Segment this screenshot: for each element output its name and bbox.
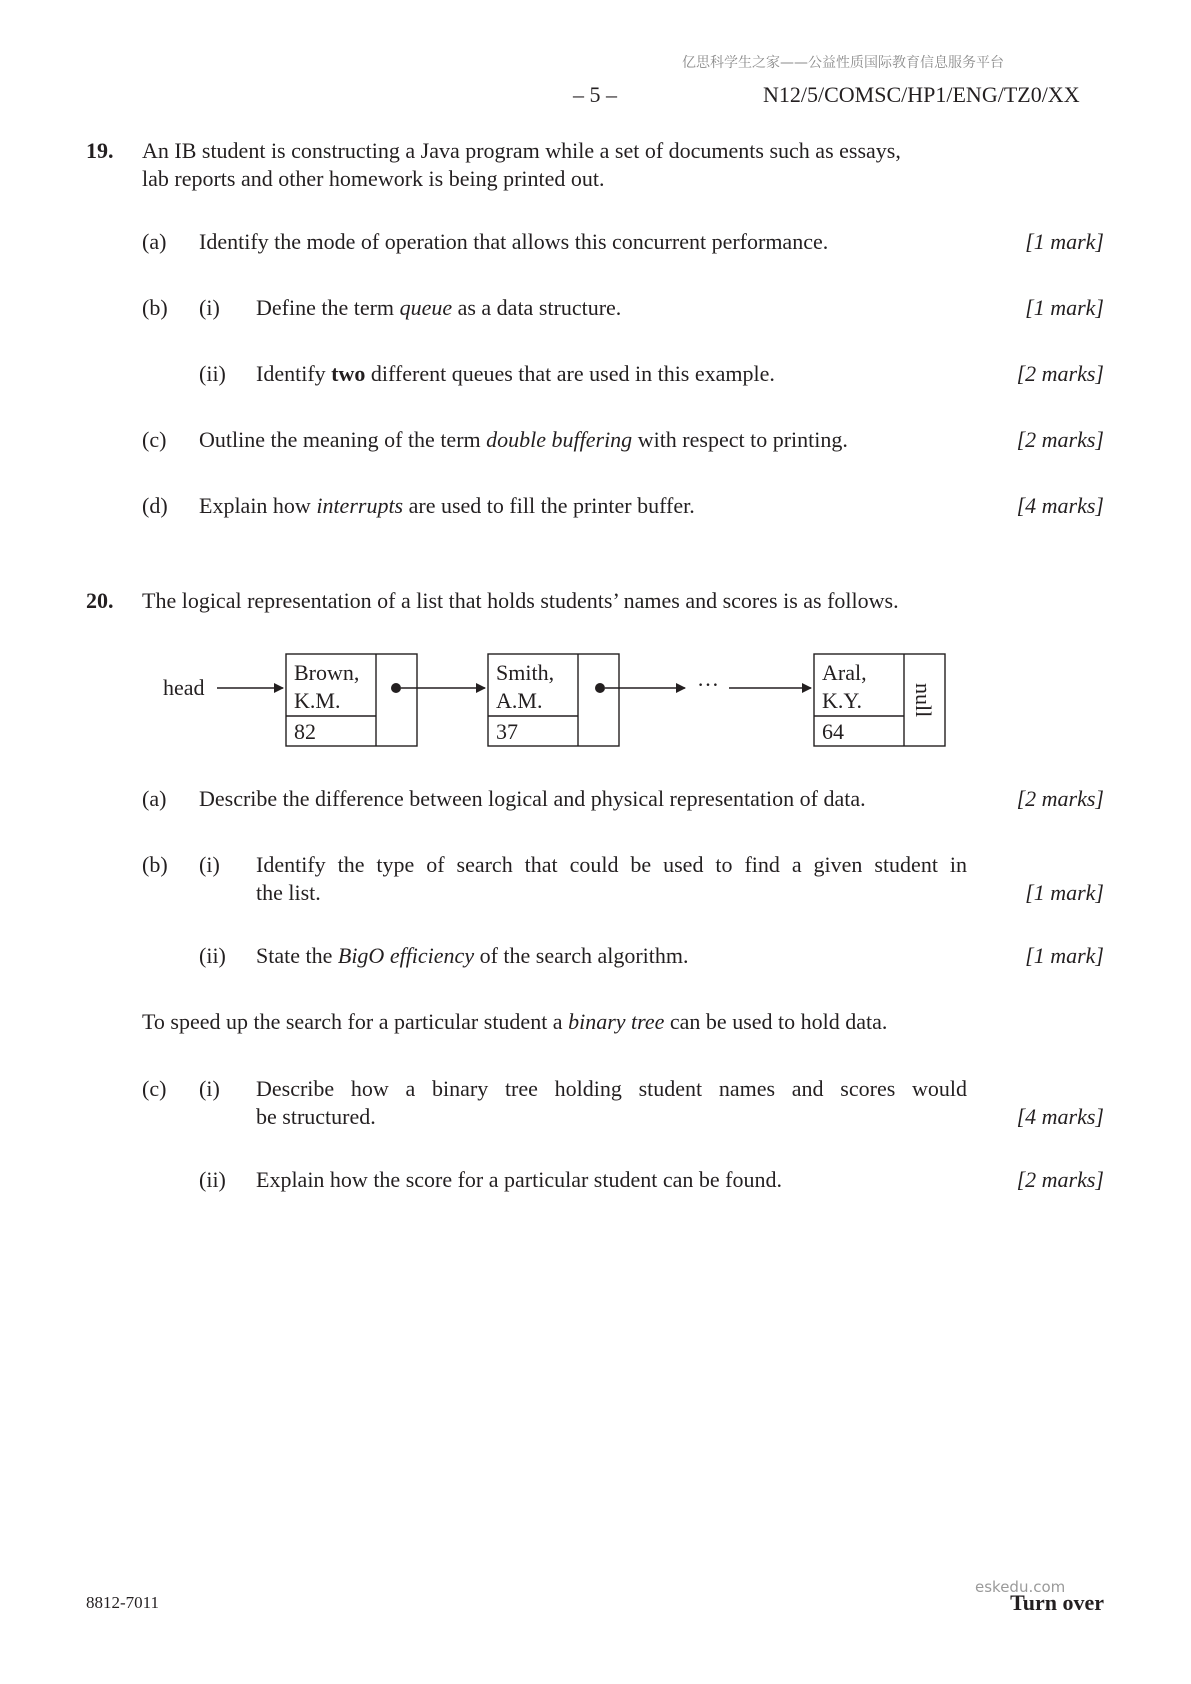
q20-stem: The logical representation of a list that holds students’ names and scores is as follows.	[142, 588, 899, 613]
node-name-line1: Brown,	[294, 660, 360, 685]
q19d-label: (d)	[142, 493, 168, 518]
q20-number: 20.	[86, 588, 114, 613]
q20bii-text: State the BigO efficiency of the search algorithm.	[256, 943, 689, 968]
node-name-line2: K.M.	[294, 688, 341, 713]
head-label: head	[163, 675, 205, 700]
q19c-text: Outline the meaning of the term double buffering with respect to printing.	[199, 427, 848, 452]
q20bi-text-line1: Identify the type of search that could be used to find a given student in	[256, 852, 967, 877]
turn-over: Turn over	[1010, 1590, 1104, 1615]
q19bi-marks: [1 mark]	[1025, 295, 1104, 320]
q20a-label: (a)	[142, 786, 167, 811]
q20ci-text-line2: be structured.	[256, 1104, 376, 1129]
q19a-marks: [1 mark]	[1025, 229, 1104, 254]
footer-code: 8812-7011	[86, 1593, 160, 1612]
q19d-marks: [4 marks]	[1016, 493, 1104, 518]
list-node	[814, 654, 945, 746]
header-watermark: 亿思科学生之家——公益性质国际教育信息服务平台	[682, 55, 1004, 71]
q20bi-text-line2: the list.	[256, 880, 321, 905]
q20c-label: (c)	[142, 1076, 167, 1101]
q19-number: 19.	[86, 138, 114, 163]
q20b-label: (b)	[142, 852, 168, 877]
node-name-line2: A.M.	[496, 688, 543, 713]
q19c-marks: [2 marks]	[1016, 427, 1104, 452]
q19-stem-line1: An IB student is constructing a Java program while a set of documents such as essays,	[142, 138, 901, 163]
node-name-line1: Smith,	[496, 660, 555, 685]
q19-stem-line2: lab reports and other homework is being printed out.	[142, 166, 605, 191]
footer-site-watermark: eskedu.com	[975, 1578, 1066, 1596]
q19a-text: Identify the mode of operation that allows this concurrent performance.	[199, 229, 829, 254]
ellipsis: …	[697, 666, 719, 691]
null-label: null	[911, 683, 936, 718]
q20ci-label: (i)	[199, 1076, 220, 1101]
q20ci-marks: [4 marks]	[1016, 1104, 1104, 1129]
node-name-line2: K.Y.	[822, 688, 862, 713]
q19a-label: (a)	[142, 229, 167, 254]
node-score: 64	[822, 719, 844, 744]
q20bii-marks: [1 mark]	[1025, 943, 1104, 968]
linked-list-diagram	[155, 650, 955, 760]
pointer-dot	[595, 683, 605, 693]
list-node	[286, 654, 417, 746]
q20a-marks: [2 marks]	[1016, 786, 1104, 811]
q20bi-label: (i)	[199, 852, 220, 877]
q19b-label: (b)	[142, 295, 168, 320]
pointer-dot	[391, 683, 401, 693]
list-node	[488, 654, 619, 746]
q20cii-label: (ii)	[199, 1167, 226, 1192]
q20bi-marks: [1 mark]	[1025, 880, 1104, 905]
node-score: 37	[496, 719, 518, 744]
q20cii-marks: [2 marks]	[1016, 1167, 1104, 1192]
q19bi-label: (i)	[199, 295, 220, 320]
paper-code: N12/5/COMSC/HP1/ENG/TZ0/XX	[763, 82, 1080, 107]
q20cii-text: Explain how the score for a particular student can be found.	[256, 1167, 782, 1192]
q20a-text: Describe the difference between logical and physical representation of data.	[199, 786, 866, 811]
node-name-line1: Aral,	[822, 660, 867, 685]
q19bii-text: Identify two different queues that are used in this example.	[256, 361, 775, 386]
page-number: – 5 –	[573, 82, 617, 107]
node-score: 82	[294, 719, 316, 744]
q20-intro: To speed up the search for a particular student a binary tree can be used to hold data.	[142, 1009, 888, 1034]
q19bii-marks: [2 marks]	[1016, 361, 1104, 386]
q20ci-text-line1: Describe how a binary tree holding student names and scores would	[256, 1076, 967, 1101]
q19d-text: Explain how interrupts are used to fill the printer buffer.	[199, 493, 695, 518]
q19bi-text: Define the term queue as a data structure.	[256, 295, 622, 320]
q20bii-label: (ii)	[199, 943, 226, 968]
q19bii-label: (ii)	[199, 361, 226, 386]
q19c-label: (c)	[142, 427, 167, 452]
